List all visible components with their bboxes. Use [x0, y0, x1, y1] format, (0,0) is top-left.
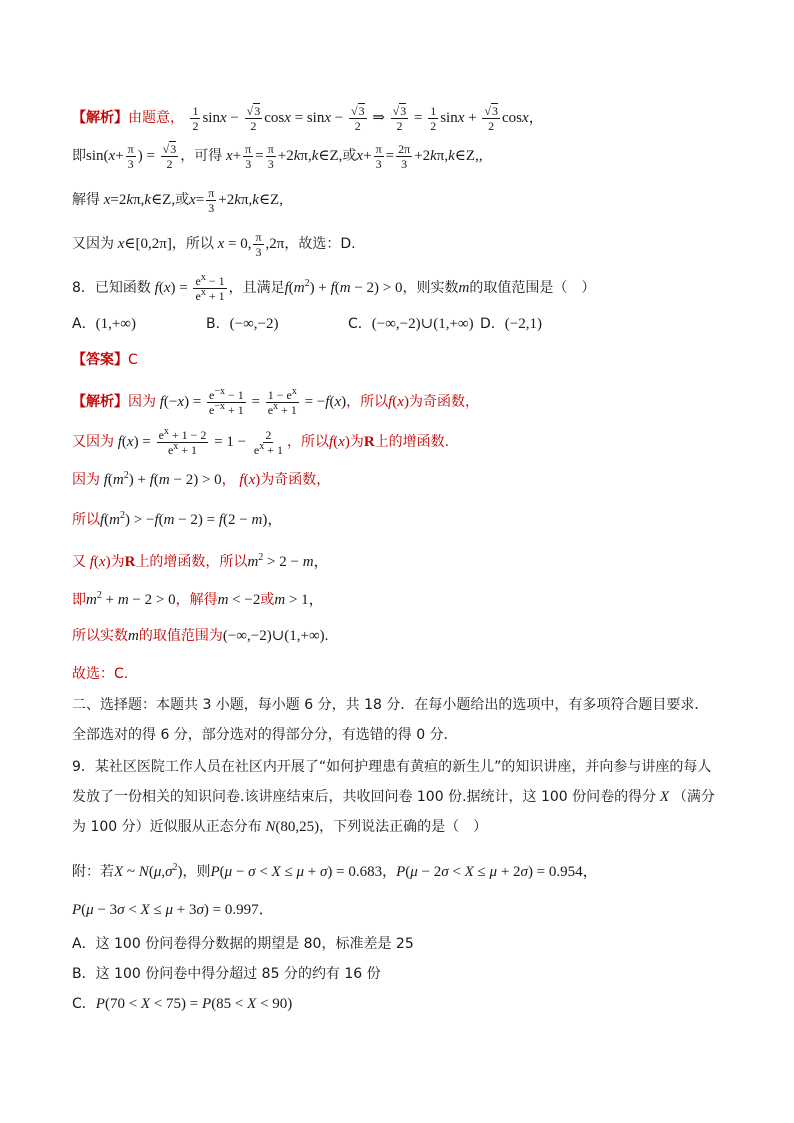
q9-stem	[72, 752, 722, 842]
q8-sol-line2	[72, 428, 449, 457]
formula: R	[363, 433, 375, 450]
text: 附：若	[72, 864, 114, 880]
formula: X	[656, 789, 673, 805]
formula: f(x)	[388, 393, 409, 410]
formula: $m^2 > 2 - m$，	[247, 552, 329, 570]
sol7-line4	[72, 230, 356, 259]
text: ，下列说法正确的是（ ）	[319, 819, 488, 835]
formula: m	[128, 628, 139, 644]
formula: x = 0, $\frac{\pi}{3}$ ,2π	[217, 230, 285, 259]
formula: $m^2 + m - 2 > 0$	[86, 590, 176, 608]
text: ，则	[182, 864, 211, 880]
formula: x+ $\frac{\pi}{3}$ = $\frac{2\pi}{3}$ +2kπ,k∈Z,,	[356, 142, 483, 171]
text: 为	[349, 433, 364, 450]
text: （满分为 100 分）近似服从正态分布	[72, 789, 715, 835]
q9-note-line1	[72, 862, 598, 882]
formula: $f(m^2) > -f(m - 2) = f(2 - m)$，	[100, 510, 283, 528]
q8-answer	[72, 350, 138, 370]
formula: R	[124, 554, 136, 570]
text: 为奇函数，	[260, 472, 331, 488]
q8-sol-line7	[72, 626, 328, 646]
formula: x∈[0,2π]	[117, 235, 172, 252]
formula: f(x) = $\frac{e^x + 1 - 2}{e^x + 1}$ = 1 − $\frac{2}{e^x + 1}$	[117, 426, 283, 457]
formula: $f(m^2) + f(m - 2) > 0$	[284, 277, 403, 296]
formula: (−∞,−2)∪(1,+∞).	[222, 628, 329, 644]
q8-sol-line3	[72, 470, 330, 490]
q9-option-a: A．这 100 份问卷得分数据的期望是 80，标准差是 25	[72, 936, 414, 952]
text: 或	[175, 191, 190, 208]
option-a: A．(1,+∞)	[72, 316, 136, 332]
text: 上的增函数，所以	[135, 554, 248, 570]
text: 或	[260, 592, 275, 608]
text: 所以实数	[72, 628, 128, 644]
q8-sol-line4	[72, 510, 282, 530]
answer-value: C	[128, 352, 138, 368]
formula: P(μ − 3σ < X ≤ μ + 3σ) = 0.997．	[72, 902, 274, 918]
text: 即	[72, 592, 86, 608]
q9-note-line2	[72, 900, 274, 920]
text: 因为	[128, 393, 156, 410]
formula: P(μ − σ < X ≤ μ + σ) = 0.683	[210, 864, 383, 880]
text: 为	[110, 554, 125, 570]
formula: f(x)	[239, 472, 261, 488]
sol7-intro: 由题意，	[128, 109, 184, 126]
analysis-tag: 【解析】	[72, 109, 128, 126]
q8-sol-line5	[72, 552, 329, 572]
q8-options	[72, 314, 542, 334]
q9-option-b: B．这 100 份问卷中得分超过 85 分的约有 16 份	[72, 966, 381, 982]
text: 因为	[72, 472, 100, 488]
q8-sol-line8: 故选：C.	[72, 666, 129, 682]
section-2-heading: 二、选择题：本题共 3 小题，每小题 6 分，共 18 分．在每小题给出的选项中，有多项符合题目要求．全部选对的得 6 分，部分选对的得部分分，有选错的得 0 分．	[72, 697, 709, 743]
formula: f(x) = $\frac{e^x - 1}{e^x + 1}$	[154, 272, 225, 303]
text: 8．已知函数	[72, 279, 151, 296]
text: 的取值范围是（ ）	[469, 279, 596, 296]
text: 解得	[72, 191, 100, 208]
formula: m < −2	[217, 592, 261, 608]
text: 9．某社区医院工作人员在社区内开展了“如何护理患有黄疸的新生儿”的知识讲座，并向参与讲座的每人发放了一份相关的知识问卷.该讲座结束后，共收回问卷 100 份.据统计，这 100 份问卷的得分	[72, 759, 712, 805]
text: ，所以	[171, 235, 214, 252]
text: 所以	[72, 512, 100, 528]
text: 又	[72, 554, 86, 570]
text: 又因为	[72, 433, 114, 450]
formula: P(70 < X < 75) = P(85 < X < 90)	[95, 996, 293, 1012]
formula: x=2kπ,k∈Z,	[103, 191, 176, 208]
text: ，所以	[346, 393, 389, 410]
option-d: D．(−2,1)	[480, 316, 542, 332]
formula: f(x)	[89, 554, 111, 570]
formula: m	[458, 279, 470, 296]
text: ，可得	[180, 147, 223, 164]
formula: x= $\frac{\pi}{3}$ +2kπ,k∈Z,	[189, 186, 283, 215]
analysis-tag: 【解析】	[72, 393, 128, 410]
q8-sol-line6	[72, 590, 324, 610]
text: ，	[382, 864, 397, 880]
option-b: B．(−∞,−2)	[206, 316, 279, 332]
formula: $f(m^2) + f(m - 2) > 0$	[103, 470, 222, 488]
text: 的取值范围为	[138, 628, 223, 644]
text: ，所以	[286, 433, 329, 450]
text: 上的增函数.	[374, 433, 450, 450]
text: 又因为	[72, 235, 114, 252]
option-c: C．(−∞,−2)∪(1,+∞)	[348, 316, 474, 332]
text: ，解得	[175, 592, 218, 608]
formula: f(−x) = $\frac{e^{-x} - 1}{e^{-x} + 1}$ = $\frac{1 - e^x}{e^x + 1}$ = −f(x)	[159, 386, 347, 417]
formula: sin(x+ $\frac{\pi}{3}$ ) = $\frac{√3}{2}$	[86, 142, 177, 171]
text: ，且满足	[228, 279, 285, 296]
text: ，	[221, 472, 236, 488]
sol7-line3	[72, 186, 283, 215]
q8-sol-line1	[72, 388, 479, 417]
text: 即	[72, 147, 86, 164]
text: ，故选：D.	[284, 235, 356, 252]
text: C．	[72, 996, 96, 1012]
answer-tag: 【答案】	[72, 352, 128, 368]
text: ，则实数	[402, 279, 459, 296]
formula: m > 1，	[274, 592, 324, 608]
formula: f(x)	[328, 433, 350, 450]
q9-option-c	[72, 994, 292, 1014]
text: 或	[342, 147, 357, 164]
formula: $\frac{1}{2}$ sinx − $\frac{√3}{2}$ cosx = sinx − $\frac{√3}{2}$ ⇒ $\frac{√3}{2}$ = $\frac{1}{2}$ sinx + $\frac{√3}{2}$ cosx，	[192, 104, 544, 133]
q8-stem	[72, 274, 595, 303]
sol7-line1	[72, 104, 544, 133]
text: 为奇函数，	[408, 393, 479, 410]
formula: N(80,25)	[265, 819, 320, 835]
formula: X ~ $N(\mu,\sigma^2)$	[114, 862, 183, 880]
formula: P(μ − 2σ < X ≤ μ + 2σ) = 0.954，	[396, 864, 598, 880]
formula: x+ $\frac{\pi}{3}$ = $\frac{\pi}{3}$ +2kπ,k∈Z,	[226, 142, 343, 171]
sol7-line2	[72, 142, 483, 171]
